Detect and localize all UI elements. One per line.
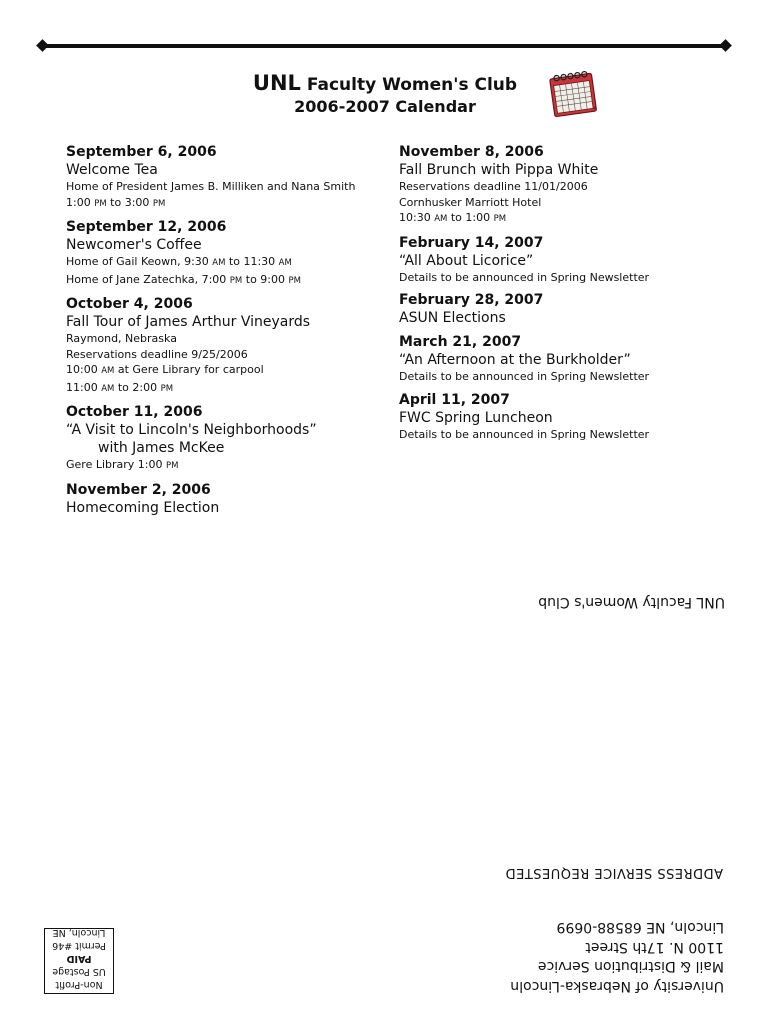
event-mar-21 [399, 333, 729, 385]
event-detail: Reservations deadline 11/01/2006 [399, 180, 588, 193]
event-date: November 2, 2006 [66, 481, 211, 498]
event-name: “All About Licorice” [399, 252, 534, 269]
page-title: UNL Faculty Women's Club [252, 71, 518, 95]
right-events-column [399, 143, 729, 448]
page-subtitle: 2006-2007 Calendar [294, 97, 476, 116]
event-date: November 8, 2006 [399, 144, 544, 160]
return-address-line: Mail & Distribution Service [537, 958, 724, 975]
indicia-line: Permit #46 [52, 940, 106, 951]
event-date: October 4, 2006 [66, 296, 193, 312]
return-address [510, 917, 724, 995]
event-sep-6 [66, 143, 386, 212]
return-address-line: 1100 N. 17th Street [585, 939, 724, 955]
event-detail: Details to be announced in Spring Newsletter [399, 270, 650, 284]
return-address-line: Lincoln, NE 68588-0699 [556, 919, 724, 936]
event-feb-14 [399, 234, 729, 286]
indicia-paid: PAID [66, 953, 92, 964]
event-name: “A Visit to Lincoln's Neighborhoods” [66, 422, 317, 438]
event-name: ASUN Elections [399, 310, 506, 326]
event-detail: Gere Library 1:00 PM [66, 458, 179, 471]
event-apr-11 [399, 391, 729, 443]
return-address-line: University of Nebraska-Lincoln [510, 978, 724, 994]
event-oct-4 [66, 295, 386, 397]
event-name: Homecoming Election [66, 499, 220, 516]
event-date: October 11, 2006 [66, 404, 203, 420]
event-name: Welcome Tea [66, 162, 158, 178]
event-feb-28 [399, 291, 729, 327]
event-detail: 10:00 AM at Gere Library for carpool [66, 363, 264, 376]
postage-indicia [44, 928, 114, 994]
page-header [200, 72, 570, 118]
left-events-column [66, 143, 386, 523]
event-name: “An Afternoon at the Burkholder” [399, 352, 631, 368]
event-detail: Reservations deadline 9/25/2006 [66, 347, 248, 361]
event-detail: Home of President James B. Milliken and Nana Smith [66, 180, 356, 193]
event-detail: 10:30 AM to 1:00 PM [399, 211, 507, 224]
event-name-continued: with James McKee [98, 440, 225, 456]
mailer-club-line: UNL Faculty Women's Club [538, 594, 725, 610]
indicia-line: US Postage [52, 966, 106, 977]
event-detail: 11:00 AM to 2:00 PM [66, 380, 174, 394]
event-name: FWC Spring Luncheon [399, 409, 553, 426]
event-detail: Home of Gail Keown, 9:30 AM to 11:30 AM [66, 255, 292, 268]
event-detail: Cornhusker Marriott Hotel [399, 195, 542, 209]
event-oct-11 [66, 403, 386, 475]
event-sep-12 [66, 218, 386, 289]
rule-diamond-right [719, 39, 732, 52]
event-detail: Details to be announced in Spring Newsletter [399, 370, 650, 383]
event-date: September 6, 2006 [66, 144, 217, 160]
indicia-line: Lincoln, NE [52, 927, 106, 938]
indicia-line: Non-Profit [55, 979, 103, 990]
event-date: February 14, 2007 [399, 234, 544, 251]
event-name: Newcomer's Coffee [66, 237, 202, 253]
rule-diamond-left [36, 39, 49, 52]
event-date: March 21, 2007 [399, 334, 522, 350]
event-nov-8 [399, 143, 729, 228]
event-date: April 11, 2007 [399, 391, 510, 408]
event-date: September 12, 2006 [66, 219, 227, 235]
top-rule [44, 44, 726, 48]
event-nov-2 [66, 481, 386, 517]
event-detail: Details to be announced in Spring Newsletter [399, 427, 650, 441]
event-name: Fall Brunch with Pippa White [399, 162, 599, 178]
event-detail: Raymond, Nebraska [66, 332, 177, 345]
address-service-requested: ADDRESS SERVICE REQUESTED [505, 865, 723, 880]
event-date: February 28, 2007 [399, 292, 544, 308]
event-detail: Home of Jane Zatechka, 7:00 PM to 9:00 PM [66, 272, 301, 286]
event-name: Fall Tour of James Arthur Vineyards [66, 314, 311, 330]
event-detail: 1:00 PM to 3:00 PM [66, 195, 166, 209]
calendar-icon [544, 68, 602, 120]
